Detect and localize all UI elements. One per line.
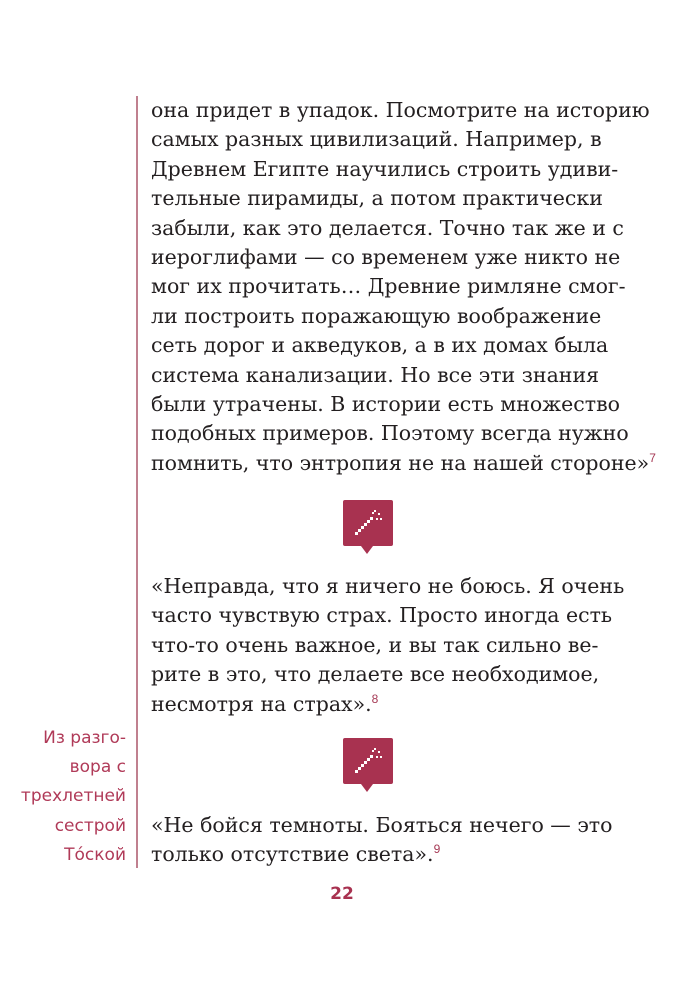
text-line: подобных примеров. Поэтому всегда нужно (151, 421, 629, 446)
side-note-line: Из разго- (43, 728, 126, 748)
text-line: ли построить поражающую воображение (151, 303, 602, 328)
text-line: сеть дорог и акведуков, а в их домах была (151, 333, 609, 358)
text-line: помнить, что энтропия не на нашей стороне» (151, 450, 650, 475)
text-line: система канализации. Но все эти знания (151, 362, 600, 387)
page-number: 22 (330, 884, 354, 904)
text-line: «Неправда, что я ничего не боюсь. Я очень (151, 574, 625, 598)
text-line-last (151, 840, 586, 869)
text-line: часто чувствую страх. Просто иногда есть (151, 603, 613, 628)
side-note-line: сестрой (54, 815, 126, 836)
text-line: она придет в упадок. Посмотрите на историю (151, 98, 650, 122)
side-note-line: вора с (69, 757, 126, 778)
text-line: тельные пирамиды, а потом практически (151, 186, 603, 211)
quote-divider-badge (343, 500, 393, 546)
text-line: Древнем Египте научились строить удиви- (151, 156, 619, 181)
text-line: мог их прочитать… Древние римляне смог- (151, 274, 626, 299)
side-note-line: трехлетней (20, 786, 126, 807)
side-note (20, 724, 126, 870)
text-line: самых разных цивилизаций. Например, в (151, 127, 602, 152)
text-line: забыли, как это делается. Точно так же и с (151, 215, 624, 240)
side-note-line: Тóской (64, 844, 126, 865)
text-line: «Не бойся темноты. Бояться нечего — это (151, 813, 613, 837)
text-line: рите в это, что делаете все необходимое, (151, 662, 600, 687)
text-line: иероглифами — со временем уже никто не (151, 244, 621, 269)
footnote-marker[interactable]: 9 (433, 842, 441, 857)
quote-divider-badge (343, 738, 393, 784)
quote-fear (151, 572, 625, 719)
quote-darkness (151, 811, 613, 870)
text-line: несмотря на страх». (151, 691, 372, 716)
footnote-marker[interactable]: 8 (371, 691, 379, 706)
paragraph-entropy (151, 96, 656, 478)
magic-wand-icon (343, 500, 393, 546)
text-line: были утрачены. В истории есть множество (151, 391, 620, 416)
magic-wand-icon (343, 738, 393, 784)
text-line-last (151, 449, 656, 478)
text-line: только отсутствие света». (151, 842, 434, 867)
margin-rule (136, 96, 138, 868)
text-line: что-то очень важное, и вы так сильно ве- (151, 632, 599, 657)
footnote-marker[interactable]: 7 (649, 450, 656, 465)
text-line-last (151, 690, 586, 719)
